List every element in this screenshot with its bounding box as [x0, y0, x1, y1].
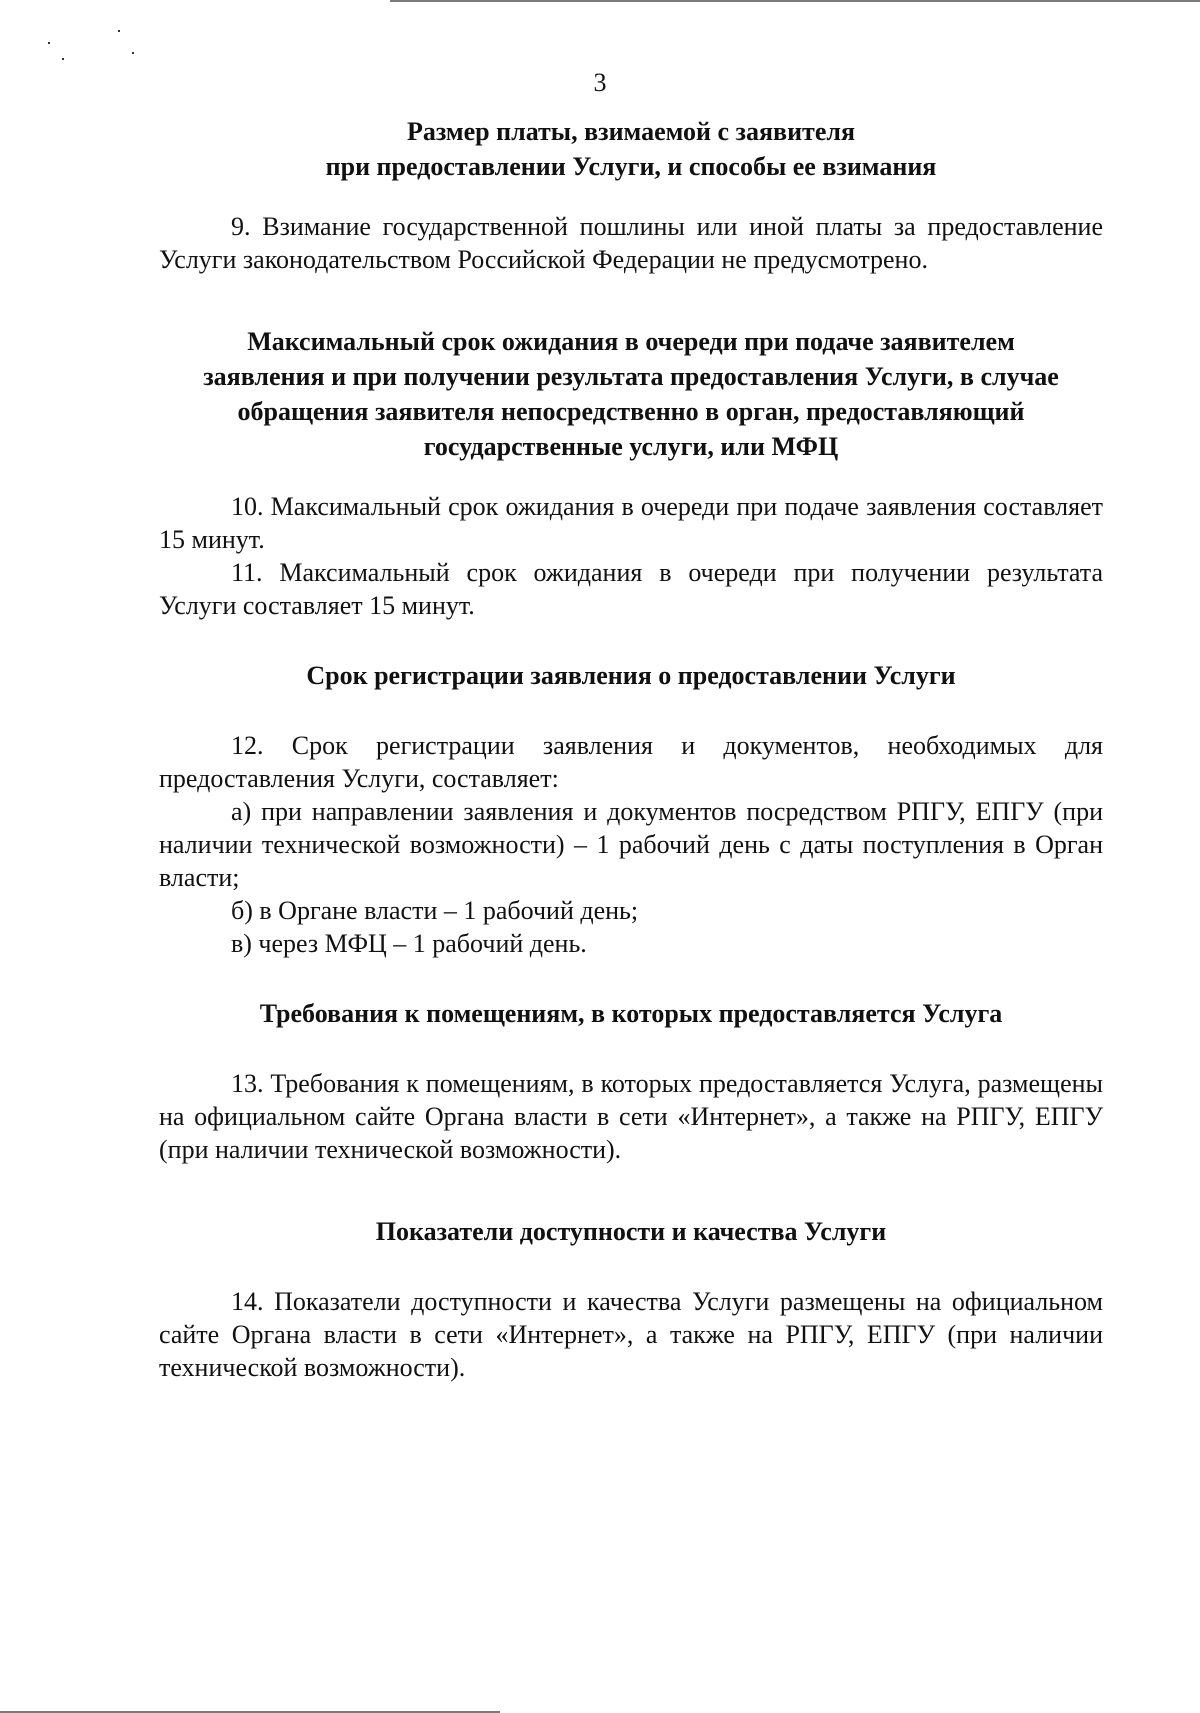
scan-speck	[48, 42, 50, 44]
scan-top-edge	[390, 0, 1200, 2]
section-heading-fee: Размер платы, взимаемой с заявителя при предоставлении Услуги, и способы ее взимания	[325, 117, 937, 181]
section-heading-registration: Срок регистрации заявления о предоставлении Услуги	[306, 661, 956, 690]
paragraph-12b: б) в Органе власти – 1 рабочий день;	[231, 896, 639, 925]
page-number: 3	[593, 68, 607, 97]
section-heading-premises: Требования к помещениям, в которых предоставляется Услуга	[259, 999, 1003, 1028]
section-heading-queue: Максимальный срок ожидания в очереди при подаче заявителем заявления и при получении результата предоставления Услуги, в случае обращения заявителя непосредственно в орган, предоставляющий государственные услуги, или МФЦ	[203, 327, 1059, 461]
scan-speck	[132, 52, 134, 54]
paragraph-11: 11. Максимальный срок ожидания в очереди при получении результата Услуги составляет 15 минут.	[159, 558, 1103, 620]
scan-speck	[118, 30, 120, 32]
paragraph-14: 14. Показатели доступности и качества Услуги размещены на официальном сайте Органа власти в сети «Интернет», а также на РПГУ, ЕПГУ (при наличии технической возможности).	[159, 1287, 1103, 1382]
paragraph-12c: в) через МФЦ – 1 рабочий день.	[231, 929, 587, 958]
section-heading-quality: Показатели доступности и качества Услуги	[375, 1217, 887, 1246]
document-body	[159, 114, 1103, 1384]
paragraph-13: 13. Требования к помещениям, в которых предоставляется Услуга, размещены на официальном сайте Органа власти в сети «Интернет», а также на РПГУ, ЕПГУ (при наличии технической возможности).	[159, 1069, 1103, 1164]
paragraph-12: 12. Срок регистрации заявления и документов, необходимых для предоставления Услуги, составляет:	[159, 731, 1103, 793]
paragraph-9: 9. Взимание государственной пошлины или иной платы за предоставление Услуги законодательством Российской Федерации не предусмотрено.	[159, 212, 1103, 274]
paragraph-10: 10. Максимальный срок ожидания в очереди при подаче заявления составляет 15 минут.	[159, 492, 1103, 554]
paragraph-12a: а) при направлении заявления и документов посредством РПГУ, ЕПГУ (при наличии технической возможности) – 1 рабочий день с даты поступления в Орган власти;	[159, 797, 1103, 892]
scan-speck	[62, 58, 64, 60]
